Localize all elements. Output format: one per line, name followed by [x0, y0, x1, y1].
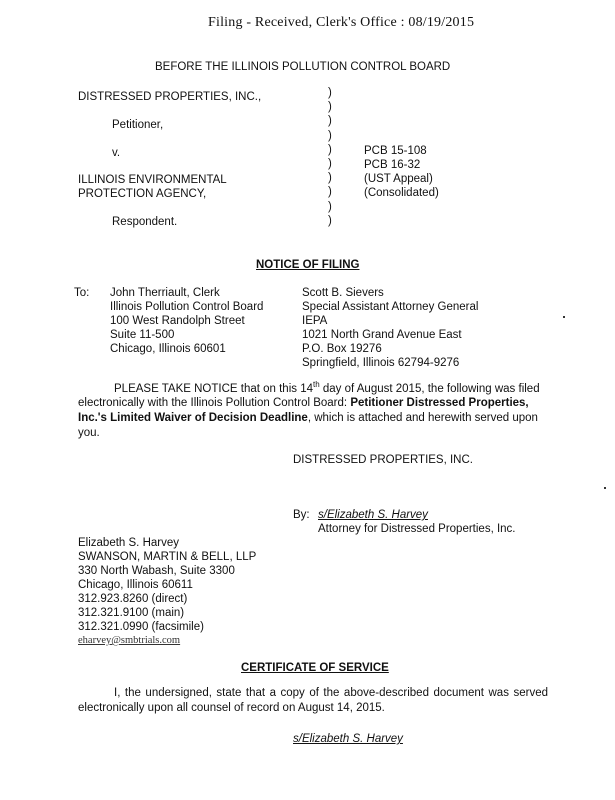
- address-line: 1021 North Grand Avenue East: [302, 329, 462, 341]
- respondent-name-line1: ILLINOIS ENVIRONMENTAL: [78, 174, 227, 186]
- paren: ): [328, 158, 332, 171]
- attorney-line: 330 North Wabash, Suite 3300: [78, 565, 235, 577]
- versus: v.: [112, 147, 121, 159]
- petitioner-name: DISTRESSED PROPERTIES, INC.,: [78, 91, 262, 103]
- paren: ): [328, 115, 332, 128]
- party-name: DISTRESSED PROPERTIES, INC.: [293, 454, 473, 466]
- address-line: Springfield, Illinois 62794-9276: [302, 357, 460, 369]
- recipient-clerk: [110, 286, 263, 356]
- signature: s/Elizabeth S. Harvey: [318, 509, 428, 521]
- case-number: (Consolidated): [364, 187, 439, 199]
- attorney-line: 312.321.0990 (facsimile): [78, 621, 204, 633]
- caption-parentheses: [328, 86, 338, 228]
- attorney-line: Chicago, Illinois 60611: [78, 579, 193, 591]
- paren: ): [328, 200, 332, 213]
- filing-stamp: Filing - Received, Clerk's Office : 08/19/2015: [208, 15, 475, 30]
- address-line: Illinois Pollution Control Board: [110, 301, 264, 313]
- notice-text: , which is attached and herewith served upon you.: [78, 412, 538, 439]
- email-link[interactable]: eharvey@smbtrials.com: [78, 635, 181, 646]
- address-line: IEPA: [302, 315, 328, 327]
- filed-document-title: Petitioner Distressed Properties, Inc.'s Limited Waiver of Decision Deadline: [78, 397, 529, 425]
- address-line: Suite 11-500: [110, 329, 175, 341]
- to-label: To:: [74, 287, 90, 299]
- by-label: By:: [293, 509, 310, 521]
- paren: ): [328, 143, 332, 156]
- scan-speck: [604, 487, 606, 489]
- paren: ): [328, 101, 332, 114]
- address-line: P.O. Box 19276: [302, 343, 382, 355]
- petitioner-role: Petitioner,: [112, 119, 164, 131]
- paren: ): [328, 214, 332, 227]
- respondent-role: Respondent.: [112, 216, 178, 228]
- case-number: PCB 15-108: [364, 145, 427, 157]
- scan-speck: [563, 316, 565, 318]
- case-numbers: [364, 144, 439, 200]
- notice-paragraph: [78, 378, 548, 440]
- ordinal-suffix: th: [313, 380, 320, 389]
- attorney-line: SWANSON, MARTIN & BELL, LLP: [78, 551, 257, 563]
- certificate-text: I, the undersigned, state that a copy of the above-described document was served electronically upon all counsel of record on August 14, 2015.: [78, 687, 548, 714]
- notice-text: PLEASE TAKE NOTICE that on this 14: [114, 382, 313, 395]
- attorney-line: 312.321.9100 (main): [78, 607, 185, 619]
- attorney-block: [78, 536, 256, 648]
- board-heading: BEFORE THE ILLINOIS POLLUTION CONTROL BOARD: [155, 61, 451, 73]
- respondent-name-line2: PROTECTION AGENCY,: [78, 188, 207, 200]
- address-line: Special Assistant Attorney General: [302, 301, 479, 313]
- paren: ): [328, 87, 332, 99]
- notice-title: NOTICE OF FILING: [256, 259, 360, 271]
- attorney-line: Elizabeth S. Harvey: [78, 537, 179, 549]
- address-line: 100 West Randolph Street: [110, 315, 245, 327]
- case-number: PCB 16-32: [364, 159, 421, 171]
- attorney-for: Attorney for Distressed Properties, Inc.: [318, 523, 516, 535]
- notice-text: day of August 2015, the following was filed electronically with the Illinois Pollution Control Board:: [78, 382, 540, 410]
- paren: ): [328, 186, 332, 199]
- recipient-iepa: [302, 286, 478, 370]
- address-line: John Therriault, Clerk: [110, 287, 220, 299]
- attorney-line: 312.923.8260 (direct): [78, 593, 188, 605]
- paren: ): [328, 172, 332, 185]
- address-line: Scott B. Sievers: [302, 287, 384, 299]
- paren: ): [328, 129, 332, 142]
- address-line: Chicago, Illinois 60601: [110, 343, 226, 355]
- certificate-signature: s/Elizabeth S. Harvey: [293, 733, 403, 745]
- certificate-title: CERTIFICATE OF SERVICE: [241, 662, 389, 674]
- case-number: (UST Appeal): [364, 173, 433, 185]
